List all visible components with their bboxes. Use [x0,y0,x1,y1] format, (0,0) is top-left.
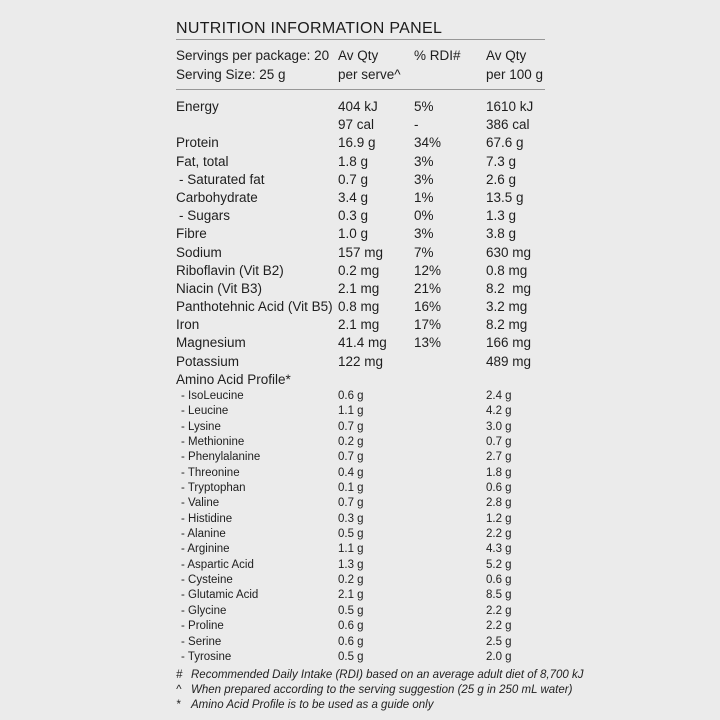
value-rdi [414,527,486,542]
value-per-100g: 166 mg [486,335,532,351]
value-per-100g: 2.2 g [486,620,512,633]
value-rdi [414,542,486,557]
col-subheader-per-serve: per serve^ [338,67,401,82]
value-per-serve: 1.1 g [338,405,364,418]
row-label: - Tyrosine [181,650,232,663]
row-label: - Proline [181,620,224,633]
row-label: Amino Acid Profile* [176,371,291,387]
value-rdi: 3% [414,153,434,169]
value-rdi [414,371,486,389]
col-header-av-qty-serve: Av Qty [338,48,379,63]
table-row [176,225,545,243]
value-per-serve [338,371,414,389]
value-per-serve: 2.1 g [338,589,364,602]
value-per-100g: 630 mg [486,244,532,260]
value-rdi: 17% [414,317,442,333]
value-rdi: 12% [414,262,442,278]
value-rdi [414,512,486,527]
row-label: Fibre [176,226,207,242]
table-row [176,316,545,334]
row-label: - Alanine [181,528,226,541]
col-subheader-rdi-empty [414,65,486,84]
value-per-100g: 0.7 g [486,436,512,449]
row-label [176,116,338,134]
value-per-100g: 3.0 g [486,420,512,433]
row-label: Energy [176,99,219,114]
value-per-serve: 122 mg [338,353,384,369]
footnote-text: When prepared according to the serving suggestion (25 g in 250 mL water) [191,684,573,697]
value-per-100g: 8.2 mg [486,317,528,333]
row-label: - Aspartic Acid [181,558,254,571]
row-label: Niacin (Vit B3) [176,280,263,296]
value-rdi [414,619,486,634]
value-per-100g: 2.2 g [486,528,512,541]
value-rdi [414,466,486,481]
table-row [176,558,545,573]
row-label: Protein [176,135,219,151]
value-rdi [414,435,486,450]
value-rdi [414,353,486,371]
value-per-100g: 3.8 g [486,226,517,242]
row-label: Fat, total [176,153,229,169]
header-servings-per-package: Servings per package: 20 [176,48,330,63]
table-row [176,527,545,542]
table-row [176,280,545,298]
footnote-preparation [176,683,573,698]
table-row [176,116,545,134]
table-row [176,244,545,262]
value-per-serve: 0.5 g [338,604,364,617]
nutrition-panel [176,19,584,713]
value-per-serve: 0.7 g [338,171,369,187]
value-rdi [414,650,486,665]
row-label: Riboflavin (Vit B2) [176,262,284,278]
row-label: - Threonine [181,466,240,479]
row-label: Sodium [176,244,222,260]
value-rdi: 1% [414,189,434,205]
value-per-100g: 1.3 g [486,208,517,224]
header-serving-size: Serving Size: 25 g [176,67,286,82]
value-per-100g: 4.3 g [486,543,512,556]
table-row [176,619,545,634]
footnote-marker: * [176,699,181,712]
value-per-serve: 0.7 g [338,497,364,510]
row-label: - Glycine [181,604,227,617]
col-header-av-qty-100g: Av Qty [486,48,527,63]
row-label: - Saturated fat [179,171,265,187]
value-per-serve: 41.4 mg [338,335,387,351]
value-rdi: 16% [414,299,442,315]
value-per-100g: 3.2 mg [486,299,528,315]
table-row [176,450,545,465]
value-per-serve: 0.4 g [338,466,364,479]
row-label: - Histidine [181,512,233,525]
table-row [176,371,545,389]
value-rdi [414,573,486,588]
value-per-serve: 1.0 g [338,226,369,242]
table-row [176,153,545,171]
row-label: - Cysteine [181,574,233,587]
value-per-serve: 1.3 g [338,558,364,571]
value-per-100g: 0.8 mg [486,262,528,278]
value-per-100g: 1610 kJ [486,99,534,114]
value-per-100g: 2.4 g [486,390,512,402]
value-per-serve: 0.5 g [338,528,364,541]
value-per-serve: 2.1 mg [338,317,380,333]
table-row [176,404,545,419]
row-label: Iron [176,317,200,333]
table-row [176,171,545,189]
value-per-100g: 2.7 g [486,451,512,464]
row-label: - Arginine [181,543,230,556]
row-label: Panthotehnic Acid (Vit B5) [176,299,333,315]
value-per-100g: 2.8 g [486,497,512,510]
value-rdi: 3% [414,171,434,187]
page-title: NUTRITION INFORMATION PANEL [176,20,443,37]
row-label: - Phenylalanine [181,451,261,464]
footnote-marker: ^ [176,684,182,697]
value-per-100g: 0.6 g [486,482,512,495]
table-row [176,420,545,435]
value-per-serve: 0.2 g [338,574,364,587]
table-row [176,435,545,450]
value-per-serve: 0.3 g [338,512,364,525]
value-rdi: 34% [414,135,442,151]
value-per-100g: 2.0 g [486,650,512,663]
table-row [176,134,545,152]
row-label: - Sugars [179,208,231,224]
value-rdi [414,389,486,404]
row-label: - Leucine [181,405,229,418]
value-per-serve: 0.2 mg [338,262,380,278]
value-per-serve: 1.8 g [338,153,369,169]
row-label: Carbohydrate [176,189,258,205]
row-label: - Valine [181,497,220,510]
footnote-marker: # [176,669,183,682]
table-row [176,353,545,371]
value-per-serve: 3.4 g [338,189,369,205]
value-per-100g: 2.6 g [486,171,517,187]
value-rdi [414,588,486,603]
value-rdi [414,558,486,573]
value-per-100g: 13.5 g [486,189,524,205]
value-rdi [414,404,486,419]
row-label: - Methionine [181,436,245,449]
table-row [176,635,545,650]
value-per-serve: 0.7 g [338,451,364,464]
footnote-text: Amino Acid Profile is to be used as a guide only [191,699,434,712]
value-per-100g [486,371,545,389]
value-per-100g: 489 mg [486,353,532,369]
value-per-serve: 157 mg [338,244,384,260]
table-row [176,389,545,404]
value-per-serve: 0.6 g [338,390,364,402]
value-per-100g: 1.2 g [486,512,512,525]
row-label: - Glutamic Acid [181,589,259,602]
value-per-serve: 97 cal [338,117,375,133]
value-rdi: - [414,117,419,133]
value-rdi: 21% [414,280,442,296]
value-rdi [414,420,486,435]
table-row [176,189,545,207]
table-row [176,466,545,481]
value-rdi [414,604,486,619]
table-row [176,588,545,603]
value-per-100g: 7.3 g [486,153,517,169]
value-rdi [414,496,486,511]
row-label: - Tryptophan [181,482,246,495]
row-label: - Serine [181,635,222,648]
value-rdi: 3% [414,226,434,242]
value-per-100g: 2.2 g [486,604,512,617]
footnote-text: Recommended Daily Intake (RDI) based on an average adult diet of 8,700 kJ [191,669,584,682]
value-per-serve: 16.9 g [338,135,376,151]
value-per-100g: 8.2 mg [486,280,532,296]
value-rdi: 5% [414,99,434,114]
value-per-serve: 1.1 g [338,543,364,556]
table-row [176,650,545,665]
value-per-100g: 4.2 g [486,405,512,418]
row-label: Magnesium [176,335,246,351]
value-per-100g: 1.8 g [486,466,512,479]
value-per-100g: 386 cal [486,117,530,133]
value-per-100g: 67.6 g [486,135,524,151]
value-per-serve: 0.6 g [338,620,364,633]
footnote-amino-guide [176,698,545,713]
table-row [176,298,545,316]
value-per-100g: 0.6 g [486,574,512,587]
value-per-100g: 5.2 g [486,558,512,571]
value-rdi [414,481,486,496]
value-rdi: 13% [414,335,442,351]
value-per-serve: 0.3 g [338,208,369,224]
col-subheader-per-100g: per 100 g [486,67,544,82]
table-row [176,334,545,352]
value-per-100g: 2.5 g [486,635,512,648]
table-row [176,262,545,280]
value-per-serve: 2.1 mg [338,280,380,296]
value-per-serve: 0.8 mg [338,299,380,315]
value-rdi: 7% [414,244,434,260]
value-per-serve: 0.5 g [338,650,364,663]
col-header-rdi: % RDI# [414,48,461,63]
value-rdi: 0% [414,208,434,224]
row-label: - Lysine [181,420,221,433]
table-row [176,207,545,225]
row-label: - IsoLeucine [181,390,244,402]
value-per-serve: 0.2 g [338,436,364,449]
nutrition-table-body [176,98,545,665]
table-row [176,496,545,511]
footnote-rdi [176,668,584,683]
divider-header [176,89,545,90]
value-per-serve: 0.6 g [338,635,364,648]
table-row [176,512,545,527]
row-label: Potassium [176,353,240,369]
value-per-serve: 0.7 g [338,420,364,433]
value-rdi [414,635,486,650]
table-row [176,98,545,116]
table-row [176,542,545,557]
value-per-serve: 0.1 g [338,482,364,495]
value-per-100g: 8.5 g [486,589,512,602]
value-per-serve: 404 kJ [338,99,378,114]
table-row [176,481,545,496]
footnotes [176,668,584,713]
table-header [176,40,545,89]
value-rdi [414,450,486,465]
table-row [176,573,545,588]
table-row [176,604,545,619]
